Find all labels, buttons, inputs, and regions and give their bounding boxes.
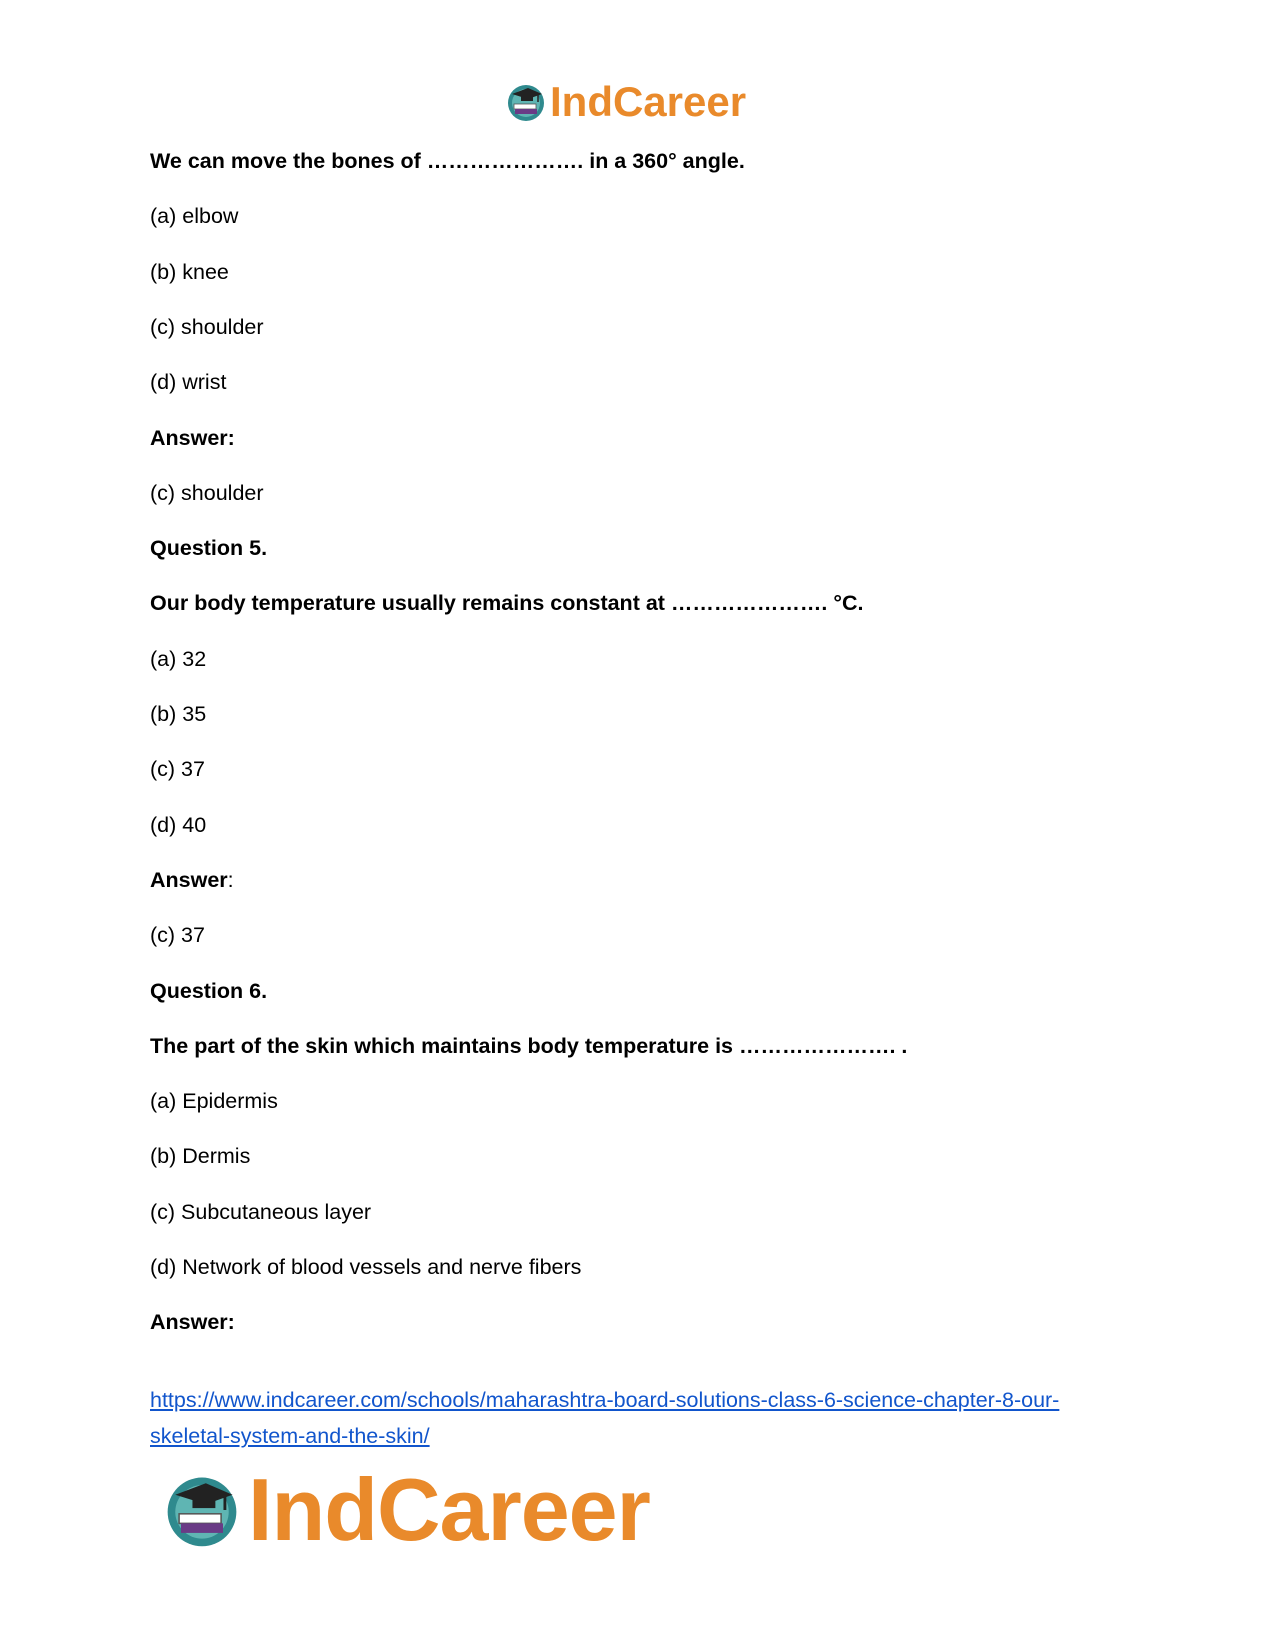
- brand-wordmark-large: IndCareer: [248, 1460, 650, 1559]
- option-paragraph: [150, 313, 264, 341]
- option-paragraph: [150, 368, 226, 396]
- bold-paragraph: [150, 977, 267, 1005]
- option-paragraph: [150, 700, 206, 728]
- source-link-line-2[interactable]: skeletal-system-and-the-skin/: [150, 1424, 430, 1448]
- paragraph-text: (c) 37: [150, 923, 205, 948]
- bold-paragraph: [150, 589, 863, 617]
- option-paragraph: [150, 1087, 278, 1115]
- graduation-book-icon: [504, 80, 548, 124]
- paragraph-text: (b) 35: [150, 702, 207, 726]
- paragraph-text: (b) knee: [150, 259, 229, 284]
- paragraph-text: Our body temperature usually remains constant at …………………. °C.: [150, 591, 864, 616]
- paragraph-text: (d) wrist: [150, 370, 227, 395]
- option-paragraph: [150, 811, 206, 839]
- bold-paragraph: [150, 424, 235, 452]
- option-paragraph: [150, 1142, 250, 1170]
- option-paragraph: [150, 202, 238, 230]
- source-link[interactable]: [150, 1382, 1150, 1454]
- paragraph-text: (c) shoulder: [150, 314, 264, 339]
- paragraph-text: (c) shoulder: [150, 480, 264, 505]
- paragraph-text: Question 6.: [150, 978, 268, 1003]
- paragraph-suffix: :: [227, 867, 234, 892]
- paragraph-text: Question 5.: [150, 536, 268, 561]
- paragraph-text: (b) Dermis: [150, 1144, 251, 1169]
- bold-paragraph: [150, 866, 234, 894]
- paragraph-text: Answer:: [150, 1310, 235, 1335]
- paragraph-text: (d) Network of blood vessels and nerve fibers: [150, 1255, 582, 1279]
- header-logo: [504, 76, 746, 128]
- bold-paragraph: [150, 147, 745, 175]
- paragraph-text: (a) elbow: [150, 204, 239, 229]
- option-paragraph: [150, 921, 205, 949]
- paragraph-text: (a) 32: [150, 646, 207, 671]
- bold-paragraph: [150, 1308, 235, 1336]
- paragraph-text: (c) 37: [150, 757, 205, 782]
- paragraph-text: Answer: [150, 867, 228, 892]
- option-paragraph: [150, 258, 229, 286]
- graduation-book-icon: [160, 1468, 244, 1552]
- paragraph-text: We can move the bones of …………………. in a 360° angle.: [150, 149, 745, 173]
- footer-logo: [160, 1462, 650, 1558]
- bold-paragraph: [150, 1032, 907, 1060]
- paragraph-text: (d) 40: [150, 812, 207, 837]
- option-paragraph: [150, 755, 205, 783]
- paragraph-text: (c) Subcutaneous layer: [150, 1199, 372, 1224]
- option-paragraph: [150, 1198, 371, 1226]
- bold-paragraph: [150, 534, 267, 562]
- source-link-line-1[interactable]: https://www.indcareer.com/schools/maharashtra-board-solutions-class-6-science-chapter-8-our-: [150, 1388, 1060, 1412]
- option-paragraph: [150, 1253, 581, 1281]
- brand-wordmark: IndCareer: [550, 78, 747, 125]
- paragraph-text: The part of the skin which maintains body temperature is …………………. .: [150, 1033, 908, 1058]
- paragraph-text: Answer:: [150, 425, 235, 450]
- paragraph-text: (a) Epidermis: [150, 1089, 278, 1114]
- option-paragraph: [150, 479, 264, 507]
- option-paragraph: [150, 645, 206, 673]
